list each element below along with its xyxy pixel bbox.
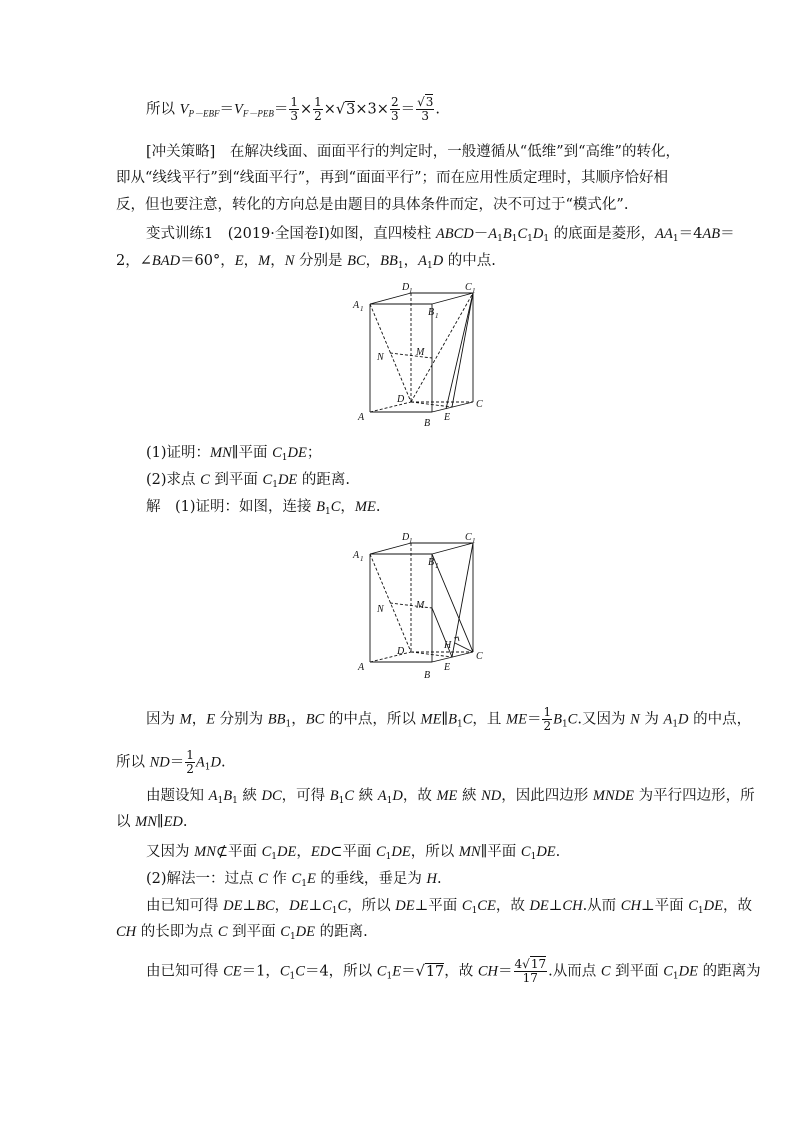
solution-line-3: 由题设知 $A_1B_1$ 綊 DC，可得 $B_1C$ 綊 $A_1D$，故 ME 綊 ND，因此四边形 MNDE 为平行四边形，所 xyxy=(146,788,755,806)
svg-text:E: E xyxy=(444,412,451,423)
solution-line-6: (2)解法一：过点 C 作 $C_1E$ 的垂线，垂足为 H. xyxy=(146,871,442,889)
solution-line-5: 又因为 MN⊄平面 $C_1DE$，ED⊂平面 $C_1DE$，所以 MN∥平面 $C_1DE$. xyxy=(146,844,561,862)
strategy-line-3: 反，但也要注意，转化的方向总是由题目的具体条件而定，决不可过于“模式化”. xyxy=(116,197,629,213)
svg-text:C: C xyxy=(465,532,472,543)
svg-text:M: M xyxy=(416,600,425,611)
exercise-line-1: 变式训练1 (2019·全国卷Ⅰ)如图，直四棱柱 $ABCD-A_1B_1C_1D_1$ 的底面是菱形，$AA_1=4AB=$ xyxy=(146,226,735,244)
strategy-line-2: 即从“线线平行”到“线面平行”，再到“面面平行”；而在应用性质定理时，其顺序恰好相 xyxy=(116,170,668,186)
svg-text:C: C xyxy=(476,651,483,662)
svg-text:M: M xyxy=(416,347,425,358)
svg-text:A: A xyxy=(353,300,360,311)
svg-text:A: A xyxy=(353,550,360,561)
question-2: (2)求点 C 到平面 $C_1DE$ 的距离. xyxy=(146,472,351,490)
solution-line-2: 所以 ND＝ $\frac{1}{2}$ $A_1D$. xyxy=(116,748,226,776)
svg-text:1: 1 xyxy=(409,287,413,295)
solution-start: 解 (1)证明：如图，连接 $B_1C$，ME. xyxy=(146,499,381,517)
svg-text:C: C xyxy=(465,282,472,293)
question-1: (1)证明：MN∥平面 $C_1DE$； xyxy=(146,445,322,463)
svg-text:E: E xyxy=(444,662,451,673)
svg-text:D: D xyxy=(402,282,410,293)
solution-line-4: 以 MN∥ED. xyxy=(116,814,188,830)
svg-text:1: 1 xyxy=(472,287,476,295)
strategy-line-1: [冲关策略] 在解决线面、面面平行的判定时，一般遵循从“低维”到“高维”的转化， xyxy=(146,144,680,160)
svg-text:B: B xyxy=(428,307,435,318)
svg-text:D: D xyxy=(402,532,410,543)
solution-line-7: 由已知可得 DE⊥BC，$DE\perp C_1C$，所以 DE⊥平面 $C_1CE$，故 DE⊥CH.从而 CH⊥平面 $C_1DE$，故 xyxy=(146,898,752,916)
volume-equation: 所以 $V_{P-EBF}=V_{F-PEB}=$ $\frac{1}{3}$ × $\frac{1}{2}$ ×√3×3× $\frac{2}{3}$ ＝ $\frac{√3}{3}$ . xyxy=(146,95,440,123)
prism-figure-1 xyxy=(340,280,490,430)
solution-line-8: CH 的长即为点 C 到平面 $C_1DE$ 的距离. xyxy=(116,924,368,942)
svg-text:B: B xyxy=(424,670,431,681)
exercise-line-2: 2，∠BAD＝60°，E，M，N 分别是 BC，$BB_1$，$A_1D$ 的中点. xyxy=(116,253,496,271)
svg-text:B: B xyxy=(428,557,435,568)
svg-text:1: 1 xyxy=(360,305,364,313)
svg-text:1: 1 xyxy=(472,537,476,545)
svg-text:N: N xyxy=(377,604,384,615)
svg-text:1: 1 xyxy=(435,312,439,320)
svg-text:D: D xyxy=(397,646,405,657)
solution-line-9: 由已知可得 CE＝1，$C_1C=4$，所以 $C_1E=√17$，故 CH＝ $\frac{4√17}{17}$ .从而点 C 到平面 $C_1DE$ 的距离为 xyxy=(146,957,761,985)
svg-text:A: A xyxy=(358,412,365,423)
svg-text:A: A xyxy=(358,662,365,673)
prism-figure-2 xyxy=(340,530,490,685)
svg-text:C: C xyxy=(476,399,483,410)
svg-text:N: N xyxy=(377,352,384,363)
svg-text:D: D xyxy=(397,394,405,405)
svg-text:1: 1 xyxy=(409,537,413,545)
svg-text:1: 1 xyxy=(360,555,364,563)
svg-text:H: H xyxy=(444,640,452,651)
solution-line-1: 因为 M，E 分别为 $BB_1$，BC 的中点，所以 $ME\parallel B_1C$，且 ME＝ $\frac{1}{2}$ $B_1C$.又因为 N 为 $A_1D$ 的中点， xyxy=(146,705,752,733)
svg-text:1: 1 xyxy=(435,562,439,570)
svg-text:B: B xyxy=(424,418,431,429)
